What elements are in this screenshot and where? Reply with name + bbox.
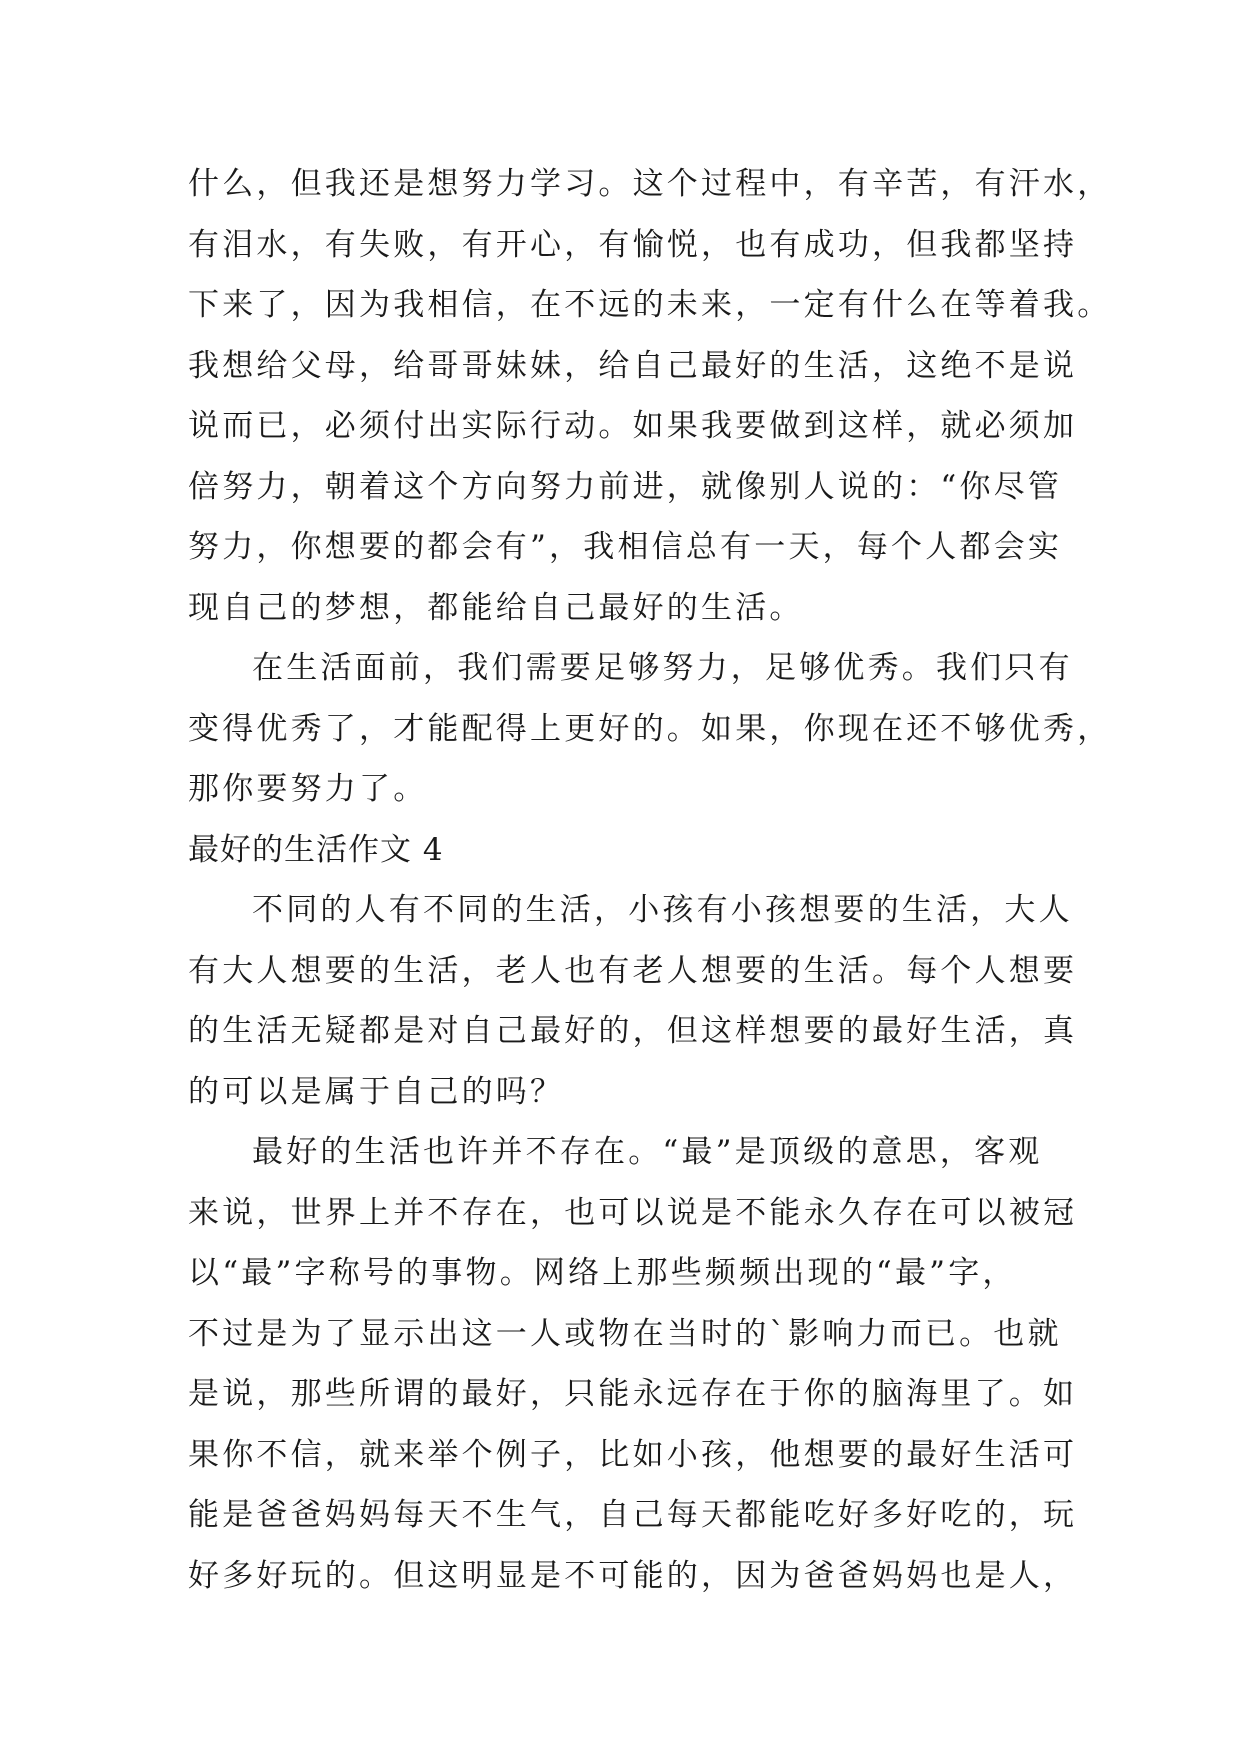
text-line: 的可以是属于自己的吗？ [188, 1073, 565, 1110]
text-line: 好多好玩的。但这明显是不可能的，因为爸爸妈妈也是人， [188, 1557, 1078, 1594]
text-line: 下来了，因为我相信，在不远的未来，一定有什么在等着我。 [188, 287, 1112, 323]
text-line: 能是爸爸妈妈每天不生气，自己每天都能吃好多好吃的，玩 [188, 1497, 1078, 1533]
paragraph [188, 154, 1112, 638]
text-line: 现自己的梦想，都能给自己最好的生活。 [188, 589, 804, 626]
text-line: 努力，你想要的都会有”，我相信总有一天，每个人都会实 [188, 529, 1063, 565]
paragraph [188, 880, 1078, 1122]
paragraph [188, 638, 1112, 820]
text-line: 不同的人有不同的生活，小孩有小孩想要的生活，大人 [252, 892, 1073, 928]
text-line: 最好的生活也许并不存在。“最”是顶级的意思，客观 [252, 1134, 1043, 1170]
heading-text: 最好的生活作文 4 [188, 831, 444, 868]
text-line: 是说，那些所谓的最好，只能永远存在于你的脑海里了。如 [188, 1376, 1078, 1412]
text-line: 果你不信，就来举个例子，比如小孩，他想要的最好生活可 [188, 1436, 1078, 1473]
text-line: 那你要努力了。 [188, 771, 428, 807]
paragraph [188, 1122, 1078, 1606]
text-line: 不过是为了显示出这一人或物在当时的`影响力而已。也就 [188, 1315, 1062, 1352]
text-line: 我想给父母，给哥哥妹妹，给自己最好的生活，这绝不是说 [188, 347, 1078, 384]
text-line: 倍努力，朝着这个方向努力前进，就像别人说的：“你尽管 [188, 468, 1063, 505]
text-line: 说而已，必须付出实际行动。如果我要做到这样，就必须加 [188, 408, 1078, 444]
text-line: 有大人想要的生活，老人也有老人想要的生活。每个人想要 [188, 952, 1078, 989]
text-line: 以“最”字称号的事物。网络上那些频频出现的“最”字， [188, 1255, 1017, 1291]
text-line: 来说，世界上并不存在，也可以说是不能永久存在可以被冠 [188, 1194, 1078, 1231]
document-body [188, 154, 1112, 1606]
text-line: 有泪水，有失败，有开心，有愉悦，也有成功，但我都坚持 [188, 226, 1078, 263]
text-line: 在生活面前，我们需要足够努力，足够优秀。我们只有 [252, 650, 1073, 686]
text-line: 的生活无疑都是对自己最好的，但这样想要的最好生活，真 [188, 1013, 1078, 1049]
section-heading [188, 820, 1058, 881]
text-line: 变得优秀了，才能配得上更好的。如果，你现在还不够优秀， [188, 710, 1112, 747]
text-line: 什么，但我还是想努力学习。这个过程中，有辛苦，有汗水， [188, 166, 1112, 202]
